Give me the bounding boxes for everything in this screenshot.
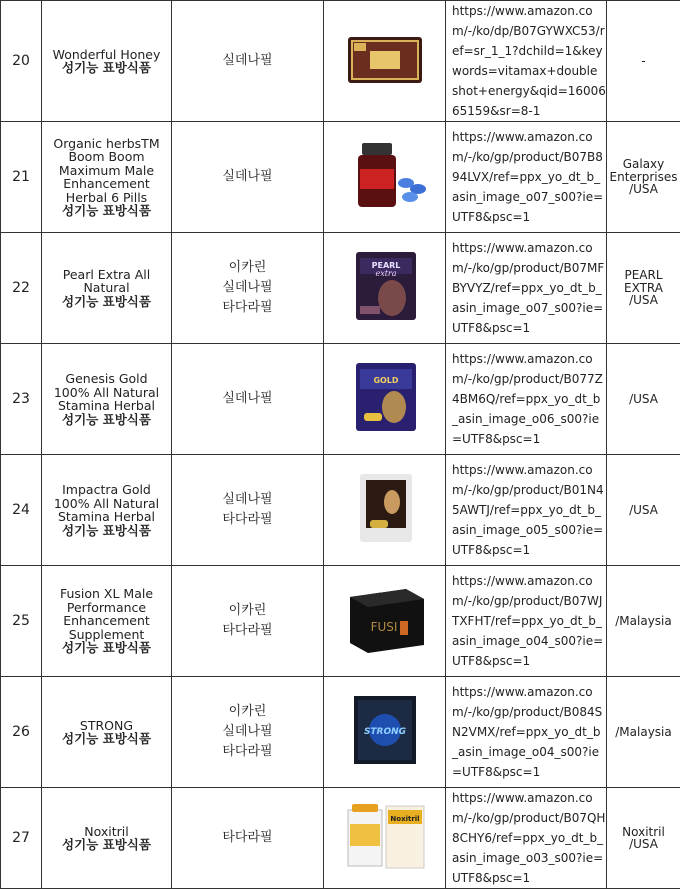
product-category-korean: 성기능 표방식품 bbox=[42, 732, 171, 746]
cell-product-image bbox=[324, 788, 446, 889]
ingredient-name: 타다라필 bbox=[172, 621, 323, 641]
ingredient-name: 타다라필 bbox=[172, 510, 323, 530]
product-image bbox=[340, 800, 430, 872]
seller-line: /USA bbox=[607, 393, 680, 406]
product-image bbox=[340, 23, 430, 95]
product-url-link[interactable]: https://www.amazon.com/-/ko/gp/product/B07B894LVX/ref=ppx_yo_dt_b_asin_image_o07_s00?ie=UTF8&psc=1 bbox=[452, 130, 603, 224]
product-category-korean: 성기능 표방식품 bbox=[42, 295, 171, 309]
table-row bbox=[1, 233, 680, 344]
product-table-body bbox=[1, 1, 680, 889]
product-name-english: Pearl Extra All Natural bbox=[42, 268, 171, 295]
product-image bbox=[340, 361, 430, 433]
ingredient-name: 이카린 bbox=[172, 702, 323, 722]
seller-line: Enterprises bbox=[607, 171, 680, 184]
cell-number bbox=[1, 1, 42, 122]
table-row bbox=[1, 1, 680, 122]
cell-number bbox=[1, 788, 42, 889]
cell-product-image bbox=[324, 233, 446, 344]
cell-number bbox=[1, 122, 42, 233]
cell-product-image bbox=[324, 677, 446, 788]
product-category-korean: 성기능 표방식품 bbox=[42, 838, 171, 852]
cell-detected-ingredients bbox=[172, 566, 324, 677]
seller-line: /Malaysia bbox=[607, 726, 680, 739]
cell-seller bbox=[607, 233, 680, 344]
cell-number bbox=[1, 233, 42, 344]
product-name-english: Genesis Gold 100% All Natural Stamina Herbal bbox=[42, 372, 171, 413]
seller-line: /USA bbox=[607, 294, 680, 307]
row-number: 27 bbox=[12, 830, 30, 846]
table-row bbox=[1, 677, 680, 788]
cell-product-image bbox=[324, 566, 446, 677]
ingredient-name: 타다라필 bbox=[172, 742, 323, 762]
ingredient-name: 타다라필 bbox=[172, 298, 323, 318]
cell-url[interactable] bbox=[446, 455, 607, 566]
row-number: 26 bbox=[12, 724, 30, 740]
product-name-english: Wonderful Honey bbox=[42, 48, 171, 62]
table-row bbox=[1, 122, 680, 233]
cell-detected-ingredients bbox=[172, 677, 324, 788]
row-number: 22 bbox=[12, 280, 30, 296]
cell-product-name bbox=[42, 566, 172, 677]
pearl-logo-text: PEARL bbox=[371, 261, 400, 270]
ingredient-name: 실데나필 bbox=[172, 278, 323, 298]
cell-seller bbox=[607, 122, 680, 233]
cell-url[interactable] bbox=[446, 566, 607, 677]
table-row bbox=[1, 455, 680, 566]
cell-product-image bbox=[324, 455, 446, 566]
cell-product-image bbox=[324, 122, 446, 233]
seller-line: /USA bbox=[607, 183, 680, 196]
row-number: 25 bbox=[12, 613, 30, 629]
ingredient-name: 이카린 bbox=[172, 601, 323, 621]
product-name-english: STRONG bbox=[42, 719, 171, 733]
table-row bbox=[1, 344, 680, 455]
product-url-link[interactable]: https://www.amazon.com/-/ko/dp/B07GYWXC53/ref=sr_1_1?dchild=1&keywords=vitamax+double shot+energy&qid=1600665159&sr=8-1 bbox=[452, 4, 606, 118]
product-image bbox=[340, 250, 430, 322]
cell-number bbox=[1, 455, 42, 566]
product-category-korean: 성기능 표방식품 bbox=[42, 641, 171, 655]
ingredient-name: 실데나필 bbox=[172, 51, 323, 71]
table-row bbox=[1, 566, 680, 677]
seller-line: - bbox=[607, 55, 680, 68]
cell-url[interactable] bbox=[446, 677, 607, 788]
cell-seller bbox=[607, 788, 680, 889]
seller-line: /Malaysia bbox=[607, 615, 680, 628]
product-url-link[interactable]: https://www.amazon.com/-/ko/gp/product/B077Z4BM6Q/ref=ppx_yo_dt_b_asin_image_o06_s00?ie=UTF8&psc=1 bbox=[452, 352, 603, 446]
cell-product-name bbox=[42, 233, 172, 344]
cell-detected-ingredients bbox=[172, 788, 324, 889]
cell-product-name bbox=[42, 788, 172, 889]
strong-logo-text: STRONG bbox=[363, 727, 405, 737]
cell-url[interactable] bbox=[446, 344, 607, 455]
cell-seller bbox=[607, 455, 680, 566]
cell-detected-ingredients bbox=[172, 1, 324, 122]
product-image bbox=[340, 139, 430, 211]
cell-seller bbox=[607, 1, 680, 122]
product-category-korean: 성기능 표방식품 bbox=[42, 204, 171, 218]
cell-product-name bbox=[42, 344, 172, 455]
cell-detected-ingredients bbox=[172, 122, 324, 233]
cell-product-name bbox=[42, 1, 172, 122]
seller-line: /USA bbox=[607, 838, 680, 851]
genesis-gold-text: GOLD bbox=[373, 376, 398, 385]
cell-product-image bbox=[324, 1, 446, 122]
seller-line: EXTRA bbox=[607, 282, 680, 295]
cell-product-name bbox=[42, 677, 172, 788]
product-image bbox=[340, 583, 430, 655]
cell-seller bbox=[607, 677, 680, 788]
cell-number bbox=[1, 344, 42, 455]
cell-url[interactable] bbox=[446, 788, 607, 889]
seller-line: Noxitril bbox=[607, 826, 680, 839]
svg-text:FUSI: FUSI bbox=[370, 620, 397, 634]
cell-url[interactable] bbox=[446, 233, 607, 344]
product-category-korean: 성기능 표방식품 bbox=[42, 524, 171, 538]
cell-url[interactable] bbox=[446, 1, 607, 122]
ingredient-name: 실데나필 bbox=[172, 389, 323, 409]
product-url-link[interactable]: https://www.amazon.com/-/ko/gp/product/B07WJTXFHT/ref=ppx_yo_dt_b_asin_image_o04_s00?ie=UTF8&psc=1 bbox=[452, 574, 603, 668]
product-url-link[interactable]: https://www.amazon.com/-/ko/gp/product/B01N45AWTJ/ref=ppx_yo_dt_b_asin_image_o05_s00?ie=UTF8&psc=1 bbox=[452, 463, 604, 557]
cell-product-image bbox=[324, 344, 446, 455]
product-name-english: Noxitril bbox=[42, 825, 171, 839]
seller-line: PEARL bbox=[607, 269, 680, 282]
product-url-link[interactable]: https://www.amazon.com/-/ko/gp/product/B07QH8CHY6/ref=ppx_yo_dt_b_asin_image_o03_s00?ie=UTF8&psc=1 bbox=[452, 791, 605, 885]
cell-product-name bbox=[42, 455, 172, 566]
seller-line: Galaxy bbox=[607, 158, 680, 171]
ingredient-name: 실데나필 bbox=[172, 490, 323, 510]
table-row bbox=[1, 788, 680, 889]
cell-detected-ingredients bbox=[172, 233, 324, 344]
row-number: 20 bbox=[12, 53, 30, 69]
nox-brand-text: Noxitril bbox=[390, 815, 419, 823]
cell-number bbox=[1, 677, 42, 788]
cell-seller bbox=[607, 344, 680, 455]
cell-seller bbox=[607, 566, 680, 677]
seller-line: /USA bbox=[607, 504, 680, 517]
product-name-english: Impactra Gold 100% All Natural Stamina Herbal bbox=[42, 483, 171, 524]
row-number: 23 bbox=[12, 391, 30, 407]
product-image bbox=[340, 694, 430, 766]
ingredient-name: 실데나필 bbox=[172, 167, 323, 187]
ingredient-name: 타다라필 bbox=[172, 828, 323, 848]
product-name-english: Organic herbsTM Boom Boom Maximum Male Enhancement Herbal 6 Pills bbox=[42, 137, 171, 205]
cell-product-name bbox=[42, 122, 172, 233]
product-name-english: Fusion XL Male Performance Enhancement Supplement bbox=[42, 587, 171, 641]
product-category-korean: 성기능 표방식품 bbox=[42, 413, 171, 427]
cell-detected-ingredients bbox=[172, 344, 324, 455]
product-image bbox=[340, 472, 430, 544]
pearl-extra-text: extra bbox=[375, 269, 396, 278]
product-category-korean: 성기능 표방식품 bbox=[42, 61, 171, 75]
cell-number bbox=[1, 566, 42, 677]
cell-url[interactable] bbox=[446, 122, 607, 233]
row-number: 24 bbox=[12, 502, 30, 518]
ingredient-name: 실데나필 bbox=[172, 722, 323, 742]
product-url-link[interactable]: https://www.amazon.com/-/ko/gp/product/B084SN2VMX/ref=ppx_yo_dt_b_asin_image_o04_s00?ie=UTF8&psc=1 bbox=[452, 685, 602, 779]
product-url-link[interactable]: https://www.amazon.com/-/ko/gp/product/B07MFBYVYZ/ref=ppx_yo_dt_b_asin_image_o07_s00?ie=UTF8&psc=1 bbox=[452, 241, 604, 335]
ingredient-name: 이카린 bbox=[172, 258, 323, 278]
row-number: 21 bbox=[12, 169, 30, 185]
cell-detected-ingredients bbox=[172, 455, 324, 566]
